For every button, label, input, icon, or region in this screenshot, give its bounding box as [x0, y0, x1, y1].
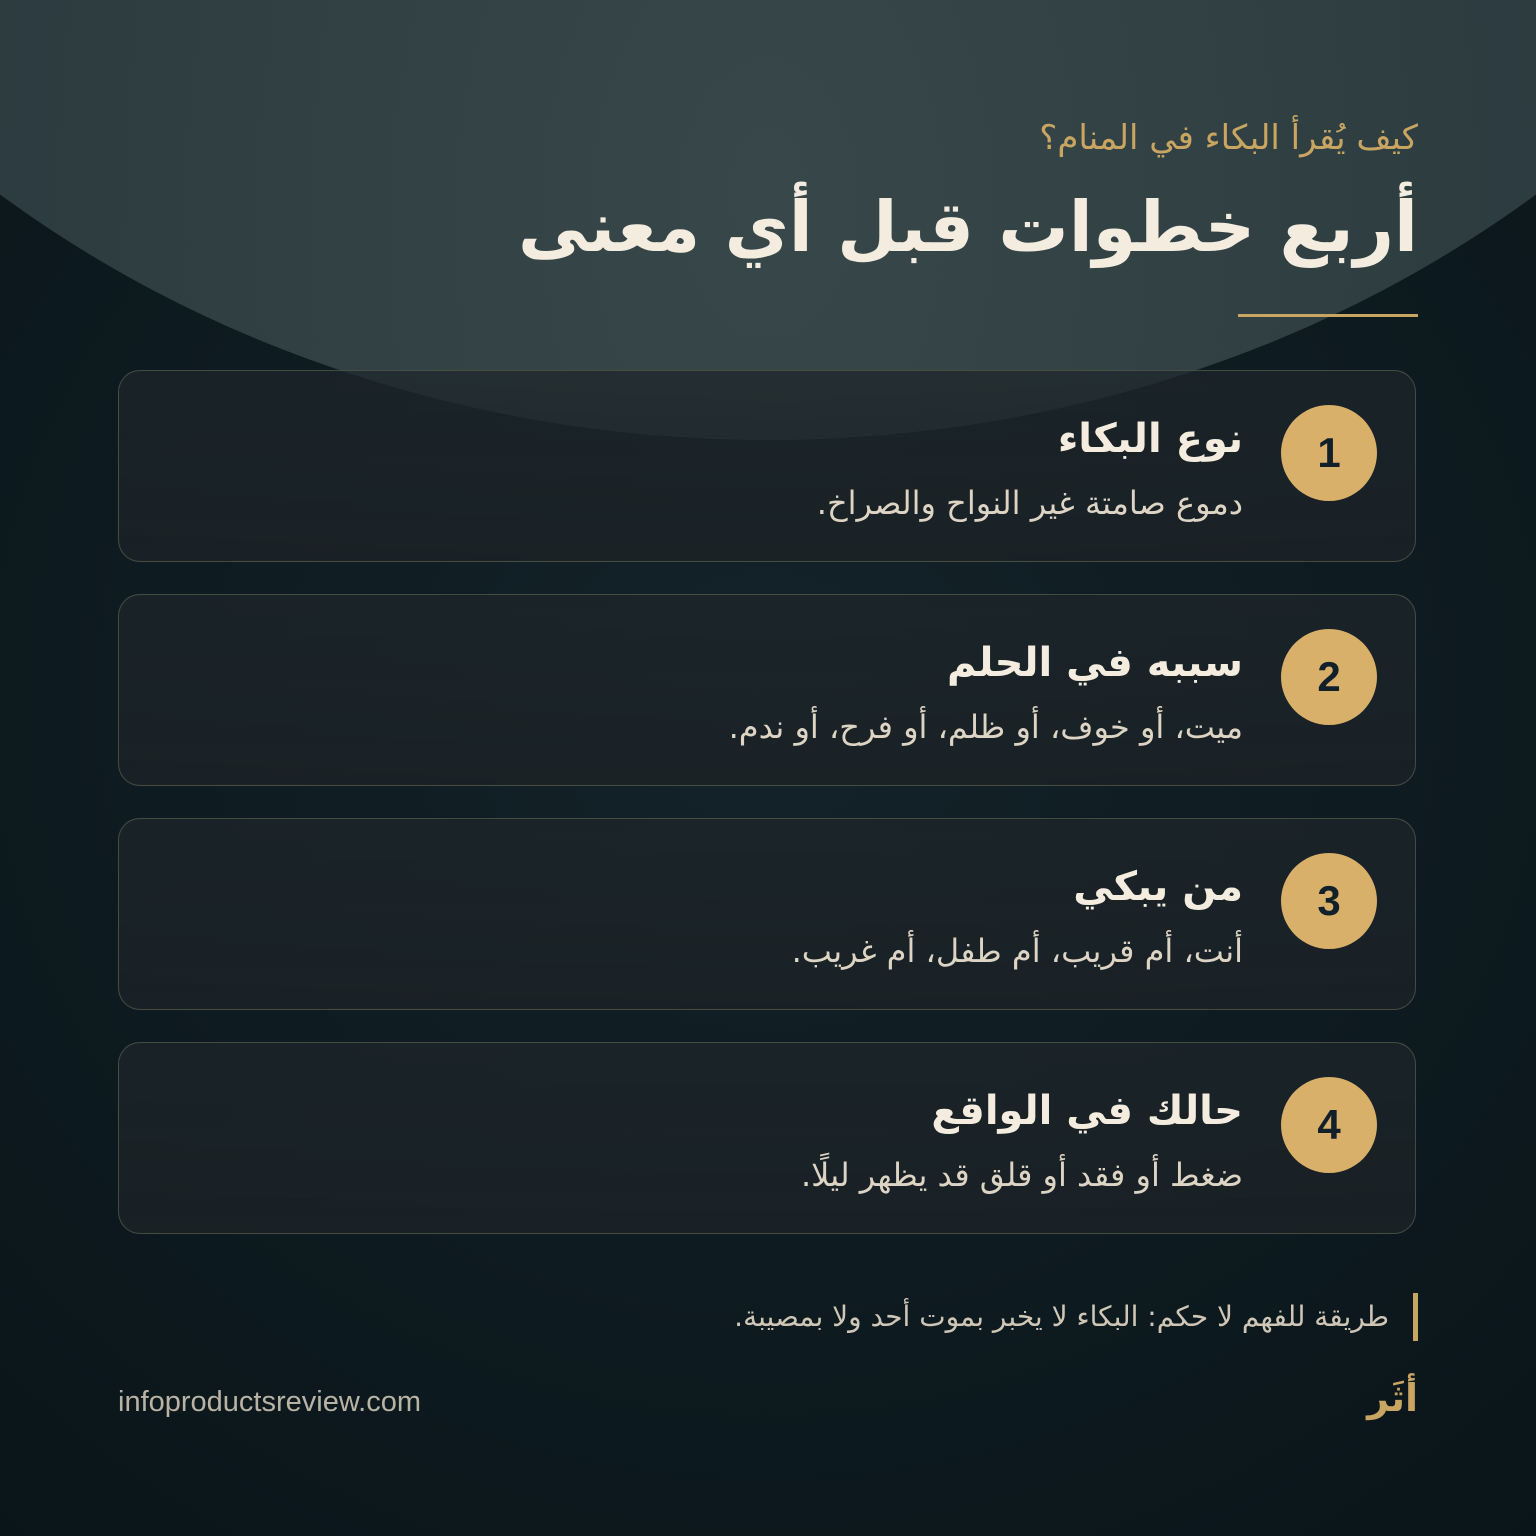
step-description: أنت، أم قريب، أم طفل، أم غريب.: [791, 932, 1243, 970]
step-text: [343, 1079, 1243, 1205]
note-text: طريقة للفهم لا حكم: البكاء لا يخبر بموت أحد ولا بمصيبة.: [734, 1300, 1389, 1333]
header: [518, 108, 1418, 282]
step-title: من يبكي: [1073, 864, 1243, 910]
step-text: [343, 407, 1243, 533]
step-text: [343, 855, 1243, 981]
step-card-2: [118, 594, 1416, 786]
title-divider: [1238, 314, 1418, 317]
brand-logo: أثَر: [1367, 1376, 1418, 1420]
step-description: ميت، أو خوف، أو ظلم، أو فرح، أو ندم.: [728, 708, 1243, 746]
step-card-1: [118, 370, 1416, 562]
step-description: ضغط أو فقد أو قلق قد يظهر ليلًا.: [800, 1156, 1243, 1194]
footer-domain: infoproductsreview.com: [118, 1386, 422, 1418]
step-number-badge: 2: [1281, 629, 1377, 725]
disclaimer-note: [734, 1293, 1418, 1341]
step-text: [343, 631, 1243, 757]
step-number-badge: 1: [1281, 405, 1377, 501]
note-accent-bar: [1413, 1293, 1418, 1341]
step-title: نوع البكاء: [1057, 416, 1243, 462]
page-subtitle: كيف يُقرأ البكاء في المنام؟: [1039, 118, 1418, 158]
step-number-badge: 3: [1281, 853, 1377, 949]
step-description: دموع صامتة غير النواح والصراخ.: [816, 484, 1243, 522]
step-card-3: [118, 818, 1416, 1010]
step-title: سببه في الحلم: [946, 640, 1243, 686]
step-number-badge: 4: [1281, 1077, 1377, 1173]
step-card-4: [118, 1042, 1416, 1234]
page-title: أربع خطوات قبل أي معنى: [517, 186, 1418, 268]
step-title: حالك في الواقع: [931, 1088, 1243, 1134]
